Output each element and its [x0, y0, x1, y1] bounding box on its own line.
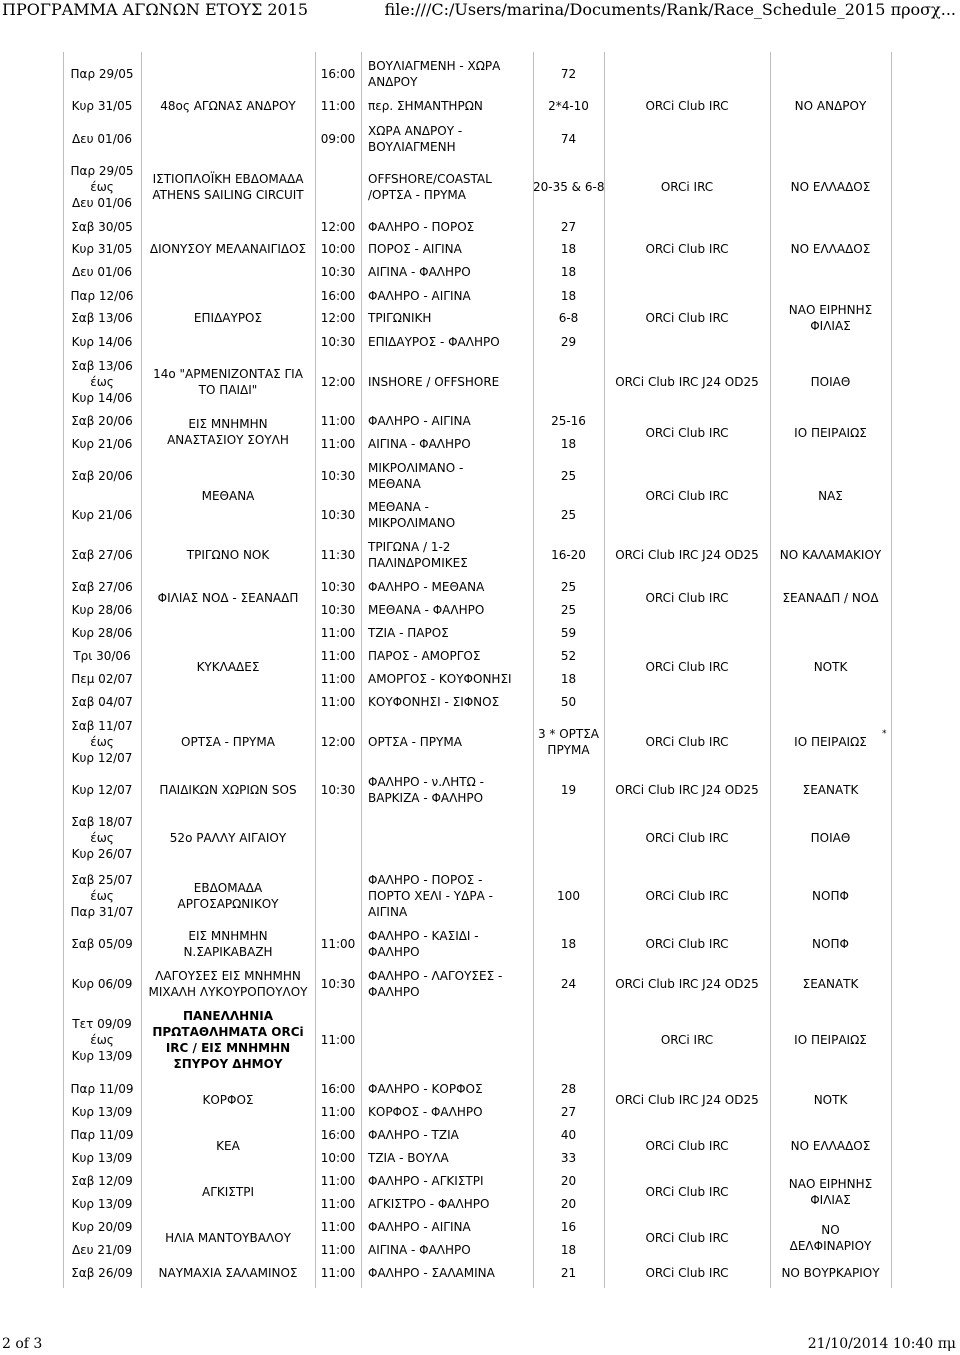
class-cell: ORCi Club IRC: [645, 831, 729, 845]
course-cell: ΒΟΥΛΙΑΓΜΕΝΗ - ΧΩΡΑ ΑΝΔΡΟΥ: [368, 59, 501, 89]
course-cell: ΦΑΛΗΡΟ - ΠΟΡΟΣ - ΠΟΡΤΟ ΧΕΛΙ - ΥΔΡΑ - ΑΙΓΙΝΑ: [368, 873, 493, 919]
organizer-cell: ΣΕΑΝΑΤΚ: [802, 977, 859, 991]
event-name-cell: ΑΓΚΙΣΤΡΙ: [202, 1185, 254, 1199]
course-cell: ΦΑΛΗΡΟ - ΜΕΘΑΝΑ: [368, 580, 485, 594]
race-date-cell: Κυρ 13/09: [71, 1105, 133, 1119]
start-time-cell: 11:30: [320, 548, 356, 562]
distance-nm-cell: 16: [560, 1220, 577, 1234]
course-cell: ΦΑΛΗΡΟ - ν.ΛΗΤΩ - ΒΑΡΚΙΖΑ - ΦΑΛΗΡΟ: [368, 775, 484, 805]
start-time-cell: 12:00: [320, 311, 356, 325]
race-schedule-table: [63, 52, 892, 1288]
event-name-cell: ΔΙΟΝΥΣΟΥ ΜΕΛΑΝΑΙΓΙΔΟΣ: [149, 242, 307, 256]
start-time-cell: 11:00: [320, 626, 356, 640]
race-date-cell: Κυρ 31/05: [71, 242, 133, 256]
race-date-cell: Παρ 11/09: [70, 1128, 134, 1142]
course-cell: ΜΕΘΑΝΑ - ΜΙΚΡΟΛΙΜΑΝΟ: [368, 500, 456, 530]
start-time-cell: 10:30: [320, 977, 356, 991]
file-url: file:///C:/Users/marina/Documents/Rank/Race_Schedule_2015 προσχ...: [384, 0, 956, 19]
organizer-cell: ΝΟ ΕΛΛΑΔΟΣ: [790, 242, 871, 256]
distance-nm-cell: 100: [557, 889, 580, 903]
distance-nm-cell: 72: [560, 67, 577, 81]
print-datetime: 21/10/2014 10:40 πμ: [807, 1336, 956, 1352]
course-cell: ΤΖΙΑ - ΠΑΡΟΣ: [368, 626, 449, 640]
event-name-cell: ΚΕΑ: [216, 1139, 240, 1153]
course-cell: ΤΡΙΓΩΝΑ / 1-2 ΠΑΛΙΝΔΡΟΜΙΚΕΣ: [368, 540, 468, 570]
course-cell: ΦΑΛΗΡΟ - ΤΖΙΑ: [368, 1128, 459, 1142]
start-time-cell: 11:00: [320, 672, 356, 686]
class-cell: ORCi Club IRC: [645, 591, 729, 605]
distance-nm-cell: 20-35 & 6-8: [533, 180, 605, 194]
event-name-cell: ΝΑΥΜΑΧΙΑ ΣΑΛΑΜΙΝΟΣ: [158, 1266, 298, 1280]
class-cell: ORCi Club IRC J24 OD25: [615, 548, 759, 562]
start-time-cell: 11:00: [320, 695, 356, 709]
class-cell: ORCi Club IRC: [645, 311, 729, 325]
organizer-cell: ΠΟΙΑΘ: [810, 831, 851, 845]
browser-print-footer: [0, 1336, 960, 1355]
organizer-cell: ΠΟΙΑΘ: [810, 375, 851, 389]
event-name-cell: ΕΙΣ ΜΝΗΜΗΝ Ν.ΣΑΡΙΚΑΒΑΖΗ: [183, 929, 273, 959]
race-date-cell: Σαβ 27/06: [71, 548, 133, 562]
start-time-cell: 11:00: [320, 414, 356, 428]
race-date-cell: Δευ 01/06: [71, 132, 133, 146]
event-name-cell: ΜΕΘΑΝΑ: [201, 489, 255, 503]
class-cell: ORCi Club IRC: [645, 735, 729, 749]
distance-nm-cell: 25: [560, 580, 577, 594]
course-cell: ΧΩΡΑ ΑΝΔΡΟΥ - ΒΟΥΛΙΑΓΜΕΝΗ: [368, 124, 463, 154]
distance-nm-cell: 27: [560, 1105, 577, 1119]
distance-nm-cell: 25: [560, 508, 577, 522]
course-cell: ΕΠΙΔΑΥΡΟΣ - ΦΑΛΗΡΟ: [368, 335, 500, 349]
start-time-cell: 10:00: [320, 1151, 356, 1165]
race-date-cell: Κυρ 28/06: [71, 603, 133, 617]
course-cell: ΤΡΙΓΩΝΙΚΗ: [368, 311, 432, 325]
organizer-cell: ΝΟΤΚ: [813, 1093, 848, 1107]
race-date-cell: Κυρ 14/06: [71, 335, 133, 349]
event-name-cell: ΤΡΙΓΩΝΟ ΝΟΚ: [186, 548, 270, 562]
organizer-cell: ΙΟ ΠΕΙΡΑΙΩΣ: [794, 426, 867, 440]
class-cell: ORCi Club IRC: [645, 1185, 729, 1199]
class-cell: ORCi Club IRC: [645, 937, 729, 951]
race-date-cell: Σαβ 20/06: [71, 414, 133, 428]
event-name-cell: ΚΟΡΦΟΣ: [202, 1093, 254, 1107]
organizer-cell: ΝΟ ΔΕΛΦΙΝΑΡΙΟΥ: [789, 1223, 872, 1253]
distance-nm-cell: 18: [560, 437, 577, 451]
distance-nm-cell: 28: [560, 1082, 577, 1096]
course-cell: ΑΙΓΙΝΑ - ΦΑΛΗΡΟ: [368, 437, 471, 451]
race-date-cell: Κυρ 06/09: [71, 977, 133, 991]
class-cell: ORCi Club IRC: [645, 426, 729, 440]
start-time-cell: 11:00: [320, 1220, 356, 1234]
race-date-cell: Σαβ 11/07 έως Κυρ 12/07: [71, 719, 133, 765]
distance-nm-cell: 40: [560, 1128, 577, 1142]
event-name-cell: 52ο ΡΑΛΛΥ ΑΙΓΑΙΟΥ: [169, 831, 287, 845]
race-date-cell: Παρ 29/05: [70, 67, 134, 81]
course-cell: ΤΖΙΑ - ΒΟΥΛΑ: [368, 1151, 449, 1165]
event-name-cell: ΦΙΛΙΑΣ ΝΟΔ - ΣΕΑΝΑΔΠ: [157, 591, 299, 605]
distance-nm-cell: 20: [560, 1197, 577, 1211]
race-date-cell: Κυρ 13/09: [71, 1151, 133, 1165]
race-date-cell: Σαβ 20/06: [71, 469, 133, 483]
course-cell: ΟΡΤΣΑ - ΠΡΥΜΑ: [368, 735, 462, 749]
race-date-cell: Δευ 01/06: [71, 265, 133, 279]
race-date-cell: Τετ 09/09 έως Κυρ 13/09: [71, 1017, 133, 1063]
distance-nm-cell: 6-8: [558, 311, 579, 325]
start-time-cell: 11:00: [320, 99, 356, 113]
course-cell: ΦΑΛΗΡΟ - ΣΑΛΑΜΙΝΑ: [368, 1266, 495, 1280]
event-name-cell: ΕΙΣ ΜΝΗΜΗΝ ΑΝΑΣΤΑΣΙΟΥ ΣΟΥΛΗ: [167, 417, 289, 447]
page-number: 2 of 3: [2, 1336, 43, 1352]
race-date-cell: Σαβ 12/09: [71, 1174, 133, 1188]
start-time-cell: 11:00: [320, 1197, 356, 1211]
race-date-cell: Πεμ 02/07: [71, 672, 133, 686]
course-cell: ΦΑΛΗΡΟ - ΚΑΣΙΔΙ - ΦΑΛΗΡΟ: [368, 929, 479, 959]
course-cell: περ. ΣΗΜΑΝΤΗΡΩΝ: [368, 99, 483, 113]
distance-nm-cell: 25-16: [551, 414, 586, 428]
class-cell: ORCi Club IRC: [645, 99, 729, 113]
class-cell: ORCi Club IRC: [645, 889, 729, 903]
start-time-cell: 11:00: [320, 1033, 356, 1047]
event-name-cell: 48ος ΑΓΩΝΑΣ ΑΝΔΡΟΥ: [160, 99, 296, 113]
course-cell: ΦΑΛΗΡΟ - ΑΙΓΙΝΑ: [368, 1220, 471, 1234]
page-title: ΠΡΟΓΡΑΜΜΑ ΑΓΩΝΩΝ ΕΤΟΥΣ 2015: [2, 0, 309, 19]
organizer-cell: ΝΟΠΦ: [812, 937, 849, 951]
race-date-cell: Σαβ 05/09: [71, 937, 133, 951]
event-name-cell: ΕΠΙΔΑΥΡΟΣ: [193, 311, 263, 325]
distance-nm-cell: 18: [560, 1243, 577, 1257]
event-name-cell: ΠΑΝΕΛΛΗΝΙΑ ΠΡΩΤΑΘΛΗΜΑΤΑ ORCi IRC / ΕΙΣ ΜΝΗΜΗΝ ΣΠΥΡΟΥ ΔΗΜΟΥ: [152, 1009, 304, 1071]
event-name-cell: ΚΥΚΛΑΔΕΣ: [196, 660, 260, 674]
start-time-cell: 11:00: [320, 937, 356, 951]
event-name-cell: ΙΣΤΙΟΠΛΟΪΚΗ ΕΒΔΟΜΑΔΑ ATHENS SAILING CIRCUIT: [152, 172, 304, 202]
start-time-cell: 10:30: [320, 603, 356, 617]
race-date-cell: Σαβ 13/06 έως Κυρ 14/06: [71, 359, 133, 405]
organizer-cell: ΝΟ ΚΑΛΑΜΑΚΙΟΥ: [779, 548, 882, 562]
course-cell: ΦΑΛΗΡΟ - ΑΙΓΙΝΑ: [368, 414, 471, 428]
race-date-cell: Κυρ 21/06: [71, 508, 133, 522]
organizer-cell: ΝΑΣ: [818, 489, 843, 503]
distance-nm-cell: 52: [560, 649, 577, 663]
distance-nm-cell: 29: [560, 335, 577, 349]
start-time-cell: 10:30: [320, 469, 356, 483]
course-cell: ΜΙΚΡΟΛΙΜΑΝΟ - ΜΕΘΑΝΑ: [368, 461, 464, 491]
distance-nm-cell: 18: [560, 937, 577, 951]
distance-nm-cell: 25: [560, 469, 577, 483]
browser-print-header: [0, 0, 960, 20]
class-cell: ORCi Club IRC J24 OD25: [615, 375, 759, 389]
organizer-cell: ΝΟ ΒΟΥΡΚΑΡΙΟΥ: [781, 1266, 880, 1280]
distance-nm-cell: 24: [560, 977, 577, 991]
organizer-cell: ΝΑΟ ΕΙΡΗΝΗΣ ΦΙΛΙΑΣ: [788, 303, 873, 333]
distance-nm-cell: 27: [560, 220, 577, 234]
distance-nm-cell: 3 * ΟΡΤΣΑ ΠΡΥΜΑ: [537, 727, 600, 757]
organizer-cell: ΝΑΟ ΕΙΡΗΝΗΣ ΦΙΛΙΑΣ: [788, 1177, 873, 1207]
race-date-cell: Σαβ 04/07: [71, 695, 133, 709]
course-cell: ΚΟΥΦΟΝΗΣΙ - ΣΙΦΝΟΣ: [368, 695, 500, 709]
start-time-cell: 11:00: [320, 1105, 356, 1119]
class-cell: ORCi Club IRC: [645, 660, 729, 674]
distance-nm-cell: 18: [560, 672, 577, 686]
course-cell: ΦΑΛΗΡΟ - ΑΙΓΙΝΑ: [368, 289, 471, 303]
course-cell: INSHORE / OFFSHORE: [368, 375, 500, 389]
class-cell: ORCi Club IRC: [645, 1266, 729, 1280]
organizer-cell: ΙΟ ΠΕΙΡΑΙΩΣ: [794, 735, 867, 749]
start-time-cell: 10:30: [320, 265, 356, 279]
event-name-cell: ΛΑΓΟΥΣΕΣ ΕΙΣ ΜΝΗΜΗΝ ΜΙΧΑΛΗ ΛΥΚΟΥΡΟΠΟΥΛΟΥ: [148, 969, 308, 999]
start-time-cell: 16:00: [320, 1128, 356, 1142]
course-cell: ΑΙΓΙΝΑ - ΦΑΛΗΡΟ: [368, 265, 471, 279]
organizer-cell: ΙΟ ΠΕΙΡΑΙΩΣ: [794, 1033, 867, 1047]
distance-nm-cell: 16-20: [551, 548, 586, 562]
race-date-cell: Κυρ 12/07: [71, 783, 133, 797]
event-name-cell: ΗΛΙΑ ΜΑΝΤΟΥΒΑΛΟΥ: [165, 1231, 291, 1245]
event-name-cell: ΕΒΔΟΜΑΔΑ ΑΡΓΟΣΑΡΩΝΙΚΟΥ: [177, 881, 279, 911]
course-cell: ΦΑΛΗΡΟ - ΚΟΡΦΟΣ: [368, 1082, 483, 1096]
race-date-cell: Δευ 21/09: [71, 1243, 133, 1257]
race-date-cell: Τρι 30/06: [73, 649, 131, 663]
start-time-cell: 16:00: [320, 1082, 356, 1096]
race-date-cell: Σαβ 18/07 έως Κυρ 26/07: [71, 815, 133, 861]
start-time-cell: 12:00: [320, 220, 356, 234]
organizer-cell: ΣΕΑΝΑΤΚ: [802, 783, 859, 797]
start-time-cell: 11:00: [320, 1174, 356, 1188]
course-cell: ΚΟΡΦΟΣ - ΦΑΛΗΡΟ: [368, 1105, 483, 1119]
race-date-cell: Σαβ 30/05: [71, 220, 133, 234]
distance-nm-cell: 18: [560, 265, 577, 279]
start-time-cell: 10:30: [320, 508, 356, 522]
start-time-cell: 12:00: [320, 375, 356, 389]
start-time-cell: 11:00: [320, 1266, 356, 1280]
footnote-marker: *: [882, 729, 887, 739]
race-date-cell: Παρ 29/05 έως Δευ 01/06: [70, 164, 134, 210]
distance-nm-cell: 18: [560, 289, 577, 303]
event-name-cell: ΠΑΙΔΙΚΩΝ ΧΩΡΙΩΝ SOS: [159, 783, 297, 797]
organizer-cell: ΝΟΠΦ: [812, 889, 849, 903]
start-time-cell: 16:00: [320, 289, 356, 303]
class-cell: ORCi IRC: [660, 1033, 714, 1047]
course-cell: ΑΓΚΙΣΤΡΟ - ΦΑΛΗΡΟ: [368, 1197, 490, 1211]
event-name-cell: ΟΡΤΣΑ - ΠΡΥΜΑ: [181, 735, 275, 749]
distance-nm-cell: 21: [560, 1266, 577, 1280]
race-date-cell: Παρ 11/09: [70, 1082, 134, 1096]
class-cell: ORCi Club IRC J24 OD25: [615, 1093, 759, 1107]
class-cell: ORCi Club IRC: [645, 1231, 729, 1245]
course-cell: ΠΟΡΟΣ - ΑΙΓΙΝΑ: [368, 242, 462, 256]
start-time-cell: 10:30: [320, 335, 356, 349]
start-time-cell: 10:00: [320, 242, 356, 256]
course-cell: ΦΑΛΗΡΟ - ΑΓΚΙΣΤΡΙ: [368, 1174, 484, 1188]
start-time-cell: 11:00: [320, 649, 356, 663]
distance-nm-cell: 25: [560, 603, 577, 617]
race-date-cell: Σαβ 26/09: [71, 1266, 133, 1280]
race-date-cell: Παρ 12/06: [70, 289, 134, 303]
organizer-cell: ΝΟ ΑΝΔΡΟΥ: [794, 99, 867, 113]
race-date-cell: Κυρ 28/06: [71, 626, 133, 640]
event-name-cell: 14ο "ΑΡΜΕΝΙΖΟΝΤΑΣ ΓΙΑ ΤΟ ΠΑΙΔΙ": [153, 367, 303, 397]
start-time-cell: 10:30: [320, 580, 356, 594]
course-cell: OFFSHORE/COASTAL /ΟΡΤΣΑ - ΠΡΥΜΑ: [368, 172, 492, 202]
class-cell: ORCi IRC: [660, 180, 714, 194]
race-date-cell: Κυρ 13/09: [71, 1197, 133, 1211]
course-cell: ΑΜΟΡΓΟΣ - ΚΟΥΦΟΝΗΣΙ: [368, 672, 512, 686]
start-time-cell: 10:30: [320, 783, 356, 797]
start-time-cell: 12:00: [320, 735, 356, 749]
distance-nm-cell: 20: [560, 1174, 577, 1188]
course-cell: ΦΑΛΗΡΟ - ΛΑΓΟΥΣΕΣ - ΦΑΛΗΡΟ: [368, 969, 503, 999]
class-cell: ORCi Club IRC J24 OD25: [615, 783, 759, 797]
start-time-cell: 16:00: [320, 67, 356, 81]
distance-nm-cell: 74: [560, 132, 577, 146]
course-cell: ΦΑΛΗΡΟ - ΠΟΡΟΣ: [368, 220, 475, 234]
race-date-cell: Σαβ 27/06: [71, 580, 133, 594]
course-cell: ΠΑΡΟΣ - ΑΜΟΡΓΟΣ: [368, 649, 481, 663]
class-cell: ORCi Club IRC: [645, 489, 729, 503]
start-time-cell: 11:00: [320, 437, 356, 451]
distance-nm-cell: 50: [560, 695, 577, 709]
organizer-cell: ΝΟ ΕΛΛΑΔΟΣ: [790, 180, 871, 194]
course-cell: ΜΕΘΑΝΑ - ΦΑΛΗΡΟ: [368, 603, 485, 617]
distance-nm-cell: 19: [560, 783, 577, 797]
race-date-cell: Σαβ 25/07 έως Παρ 31/07: [70, 873, 134, 919]
organizer-cell: ΝΟΤΚ: [813, 660, 848, 674]
race-date-cell: Κυρ 20/09: [71, 1220, 133, 1234]
start-time-cell: 09:00: [320, 132, 356, 146]
class-cell: ORCi Club IRC: [645, 1139, 729, 1153]
class-cell: ORCi Club IRC J24 OD25: [615, 977, 759, 991]
organizer-cell: ΣΕΑΝΑΔΠ / ΝΟΔ: [782, 591, 879, 605]
distance-nm-cell: 59: [560, 626, 577, 640]
organizer-cell: ΝΟ ΕΛΛΑΔΟΣ: [790, 1139, 871, 1153]
race-date-cell: Κυρ 31/05: [71, 99, 133, 113]
distance-nm-cell: 18: [560, 242, 577, 256]
race-date-cell: Σαβ 13/06: [71, 311, 133, 325]
distance-nm-cell: 2*4-10: [548, 99, 589, 113]
class-cell: ORCi Club IRC: [645, 242, 729, 256]
distance-nm-cell: 33: [560, 1151, 577, 1165]
race-date-cell: Κυρ 21/06: [71, 437, 133, 451]
start-time-cell: 11:00: [320, 1243, 356, 1257]
course-cell: ΑΙΓΙΝΑ - ΦΑΛΗΡΟ: [368, 1243, 471, 1257]
